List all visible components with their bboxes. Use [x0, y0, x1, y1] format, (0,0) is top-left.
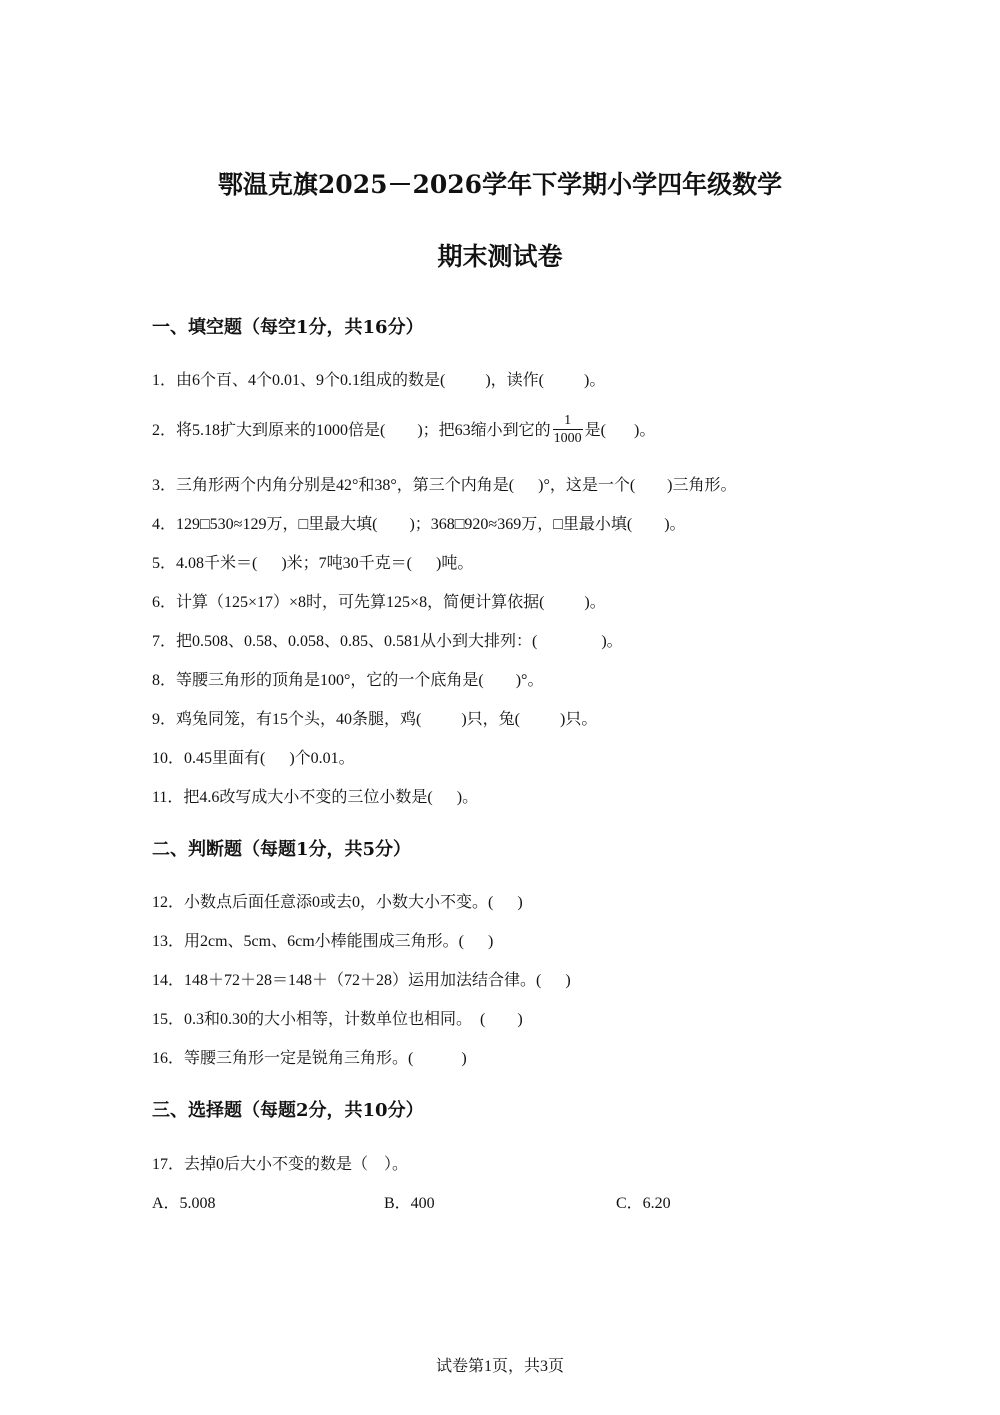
question-13: 13．用2cm、5cm、6cm小棒能围成三角形。( )	[152, 933, 494, 950]
question-17: 17．去掉0后大小不变的数是（ ）。	[152, 1156, 409, 1173]
question-12: 12．小数点后面任意添0或去0，小数大小不变。( )	[152, 894, 523, 911]
option-a: A．5.008	[152, 1195, 216, 1212]
question-16: 16．等腰三角形一定是锐角三角形。( )	[152, 1050, 467, 1067]
section-heading-multiple-choice: 三、选择题（每题2分，共10分）	[152, 1100, 424, 1121]
section-heading-fill-blank: 一、填空题（每空1分，共16分）	[152, 317, 424, 338]
question-15: 15．0.3和0.30的大小相等，计数单位也相同。 ( )	[152, 1011, 523, 1028]
fraction-denominator: 1000	[553, 430, 582, 446]
question-11: 11．把4.6改写成大小不变的三位小数是( )。	[152, 789, 479, 806]
page-footer: 试卷第1页，共3页	[435, 1358, 564, 1375]
question-1: 1．由6个百、4个0.01、9个0.1组成的数是( )，读作( )。	[152, 372, 606, 389]
question-2-text-before: 2．将5.18扩大到原来的1000倍是( )；把63缩小到它的	[152, 422, 551, 439]
question-9: 9．鸡兔同笼，有15个头，40条腿，鸡( )只，兔( )只。	[152, 711, 598, 728]
question-2-text-after: 是( )。	[584, 422, 656, 439]
question-10: 10．0.45里面有( )个0.01。	[152, 750, 355, 767]
exam-title-line1: 鄂温克旗2025－2026学年下学期小学四年级数学	[217, 170, 783, 199]
question-14: 14．148＋72＋28＝148＋（72＋28）运用加法结合律。( )	[152, 972, 571, 989]
question-3: 3．三角形两个内角分别是42°和38°，第三个内角是( )°，这是一个( )三角形。	[152, 477, 737, 494]
fraction-numerator: 1	[553, 412, 583, 430]
option-c: C．6.20	[616, 1195, 671, 1212]
question-2	[152, 411, 655, 451]
fraction	[553, 412, 583, 447]
question-8: 8．等腰三角形的顶角是100°，它的一个底角是( )°。	[152, 672, 544, 689]
option-b: B．400	[384, 1195, 435, 1212]
question-7: 7．把0.508、0.58、0.058、0.85、0.581从小到大排列：( )。	[152, 633, 623, 650]
section-heading-true-false: 二、判断题（每题1分，共5分）	[152, 839, 412, 860]
question-4: 4．129□530≈129万，□里最大填( )；368□920≈369万，□里最小填( )。	[152, 516, 686, 533]
question-6: 6．计算（125×17）×8时，可先算125×8，简便计算依据( )。	[152, 594, 606, 611]
exam-title-line2: 期末测试卷	[437, 242, 563, 271]
question-5: 5．4.08千米＝( )米；7吨30千克＝( )吨。	[152, 555, 474, 572]
